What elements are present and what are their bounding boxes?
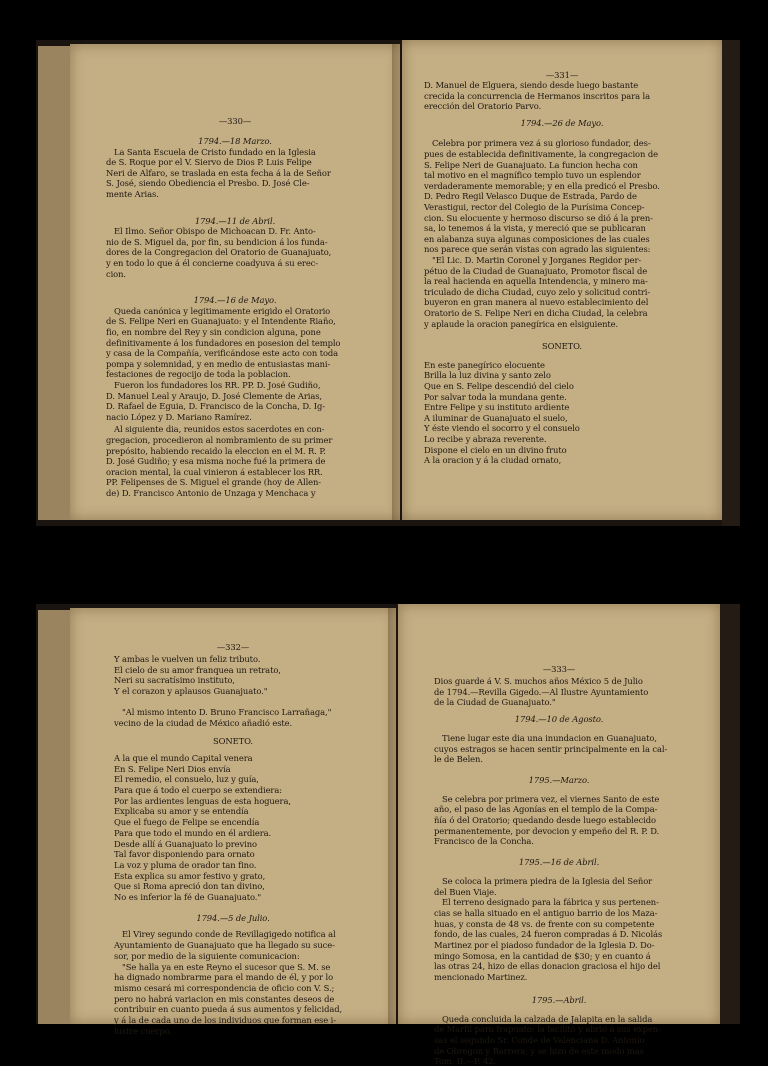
gutter-shadow-bottom — [388, 608, 398, 1024]
text-line: SONETO. — [542, 341, 582, 352]
text-line: verdaderamente memorable; y en ella predicó el Presbo. — [424, 180, 660, 191]
text-line: SONETO. — [213, 736, 253, 747]
page-number-333: —333— — [542, 664, 576, 674]
text-line: Para que todo el mundo en él ardiera. — [114, 827, 272, 838]
text-line: Oratorio de S. Felipe Neri en dicha Ciudad, la celebra — [424, 308, 648, 318]
text-line: El terreno designado para la fábrica y sus pertenen- — [442, 897, 659, 908]
text-line: y aplaude la oracion panegírica en elsiguiente. — [424, 318, 619, 329]
text-line: 1794.—5 de Julio. — [196, 912, 270, 923]
text-line: Celebra por primera vez á su glorioso fundador, des- — [432, 138, 651, 149]
text-line: En S. Felipe Neri Dios envía — [114, 763, 231, 774]
page-edges-left — [38, 46, 70, 520]
text-line: La voz y pluma de orador tan fino. — [114, 859, 257, 870]
text-line: mente Arias. — [106, 189, 159, 199]
text-line: Ayuntamiento de Guanajuato que ha llegado su suce- — [114, 940, 335, 951]
text-line: definitivamente á los fundadores en posesion del templo — [106, 337, 341, 348]
text-line: Que en S. Felipe descendió del cielo — [424, 381, 574, 391]
page-332 — [70, 608, 396, 1036]
text-line: pétuo de la Ciudad de Guanajuato, Promotor fiscal de — [424, 265, 648, 276]
top-book-spread — [36, 40, 740, 526]
text-line: A la oracion y á la ciudad ornato, — [424, 455, 562, 466]
text-line: permanentemente, por devocion y empeño del R. P. D. — [434, 825, 660, 836]
gutter-shadow — [392, 44, 402, 520]
text-line: fondo, de las cuales, 24 fueron compradas á D. Nicolás — [434, 929, 663, 940]
text-line: gregacion, procedieron al nombramiento de su primer — [106, 435, 333, 445]
text-line: Neri su sacratísimo instituto, — [114, 675, 235, 686]
page-331-body — [402, 40, 722, 520]
text-line: Tom. II.—P. 42. — [434, 1056, 496, 1066]
text-line: El Virey segundo conde de Revillagigedo notifica al — [122, 929, 336, 940]
text-line: Tiene lugar este dia una inundacion en Guanajuato, — [442, 732, 657, 743]
text-line: Tal favor disponiendo para ornato — [114, 849, 255, 860]
text-line: crecida la concurrencia de Hermanos inscritos para la — [424, 90, 651, 101]
text-line: festaciones de regocijo de toda la poblacion. — [106, 369, 291, 380]
text-line: las otras 24, hizo de ellas donacion graciosa el hijo del — [434, 961, 661, 972]
text-line: cion. Su elocuente y hermoso discurso se dió á la pren- — [424, 212, 653, 223]
text-line: En este panegírico elocuente — [424, 359, 545, 370]
page-edges-left-bottom — [38, 610, 70, 1024]
text-line: Se coloca la primera piedra de la Iglesia del Señor — [442, 875, 653, 886]
page-number-332: —332— — [216, 642, 250, 652]
text-line: A la que el mundo Capital venera — [114, 752, 253, 763]
text-line: de la Ciudad de Guanajuato." — [434, 697, 556, 708]
text-line: pues de establecida definitivamente, la congregacion de — [424, 149, 658, 159]
page-332-body — [70, 608, 396, 1036]
text-line: 1794.—10 de Agosto. — [514, 714, 604, 725]
text-line: mencionado Martinez. — [434, 972, 528, 983]
text-line: pompa y solemnidad, y en medio de entusiastas mani- — [106, 358, 331, 369]
text-line: 1794.—11 de Abril. — [194, 215, 276, 226]
text-line: Y éste viendo el socorro y el consuelo — [424, 423, 580, 434]
text-line: Lo recibe y abraza reverente. — [424, 434, 547, 444]
text-line: Dispone el cielo en un divino fruto — [424, 444, 567, 455]
text-line: Por salvar toda la mundana gente. — [424, 391, 567, 402]
text-line: Brilla la luz divina y santo zelo — [424, 370, 551, 381]
text-line: El remedio, el consuelo, luz y guía, — [114, 774, 259, 785]
text-line: ha dignado nombrarme para el mando de él, y por lo — [114, 972, 334, 983]
text-line: Desde allí á Guanajuato lo previno — [114, 838, 257, 849]
text-line: "Al mismo intento D. Bruno Francisco Larrañaga," — [122, 706, 332, 717]
text-line: de Marfil para Irapuato: la facilitó y abrió á sus expen- — [434, 1024, 661, 1035]
text-line: No es inferior la fé de Guanajuato." — [114, 892, 262, 902]
text-line: Por las ardientes lenguas de esta hoguera, — [114, 795, 291, 806]
text-line: Queda canónica y legitimamente erigido el Oratorio — [114, 305, 331, 316]
text-line: prepósito, habiendo recaido la eleccion en el M. R. P. — [106, 445, 326, 456]
page-330-body — [70, 44, 400, 520]
text-line: Fueron los fundadores los RR. PP. D. José Gudiño, — [114, 380, 321, 390]
text-line: D. José Gudiño; y esa misma noche fué la primera de — [106, 456, 326, 467]
text-line: dores de la Congregacion del Oratorio de Guanajuato, — [106, 247, 332, 258]
text-line: cias se halla situado en el antiguo barrio de los Maza- — [434, 907, 658, 918]
text-line: D. Manuel de Elguera, siendo desde luego bastante — [424, 80, 639, 90]
text-line: 1794.—18 Marzo. — [198, 136, 272, 146]
text-line: lustre cuerpo. — [114, 1025, 172, 1036]
text-line: Queda concluida la calzada de Jalapita en la salida — [442, 1013, 653, 1024]
text-line: de S. Roque por el V. Siervo de Dios P. Luis Felipe — [106, 157, 312, 168]
page-331 — [402, 40, 722, 520]
page-330 — [70, 44, 400, 520]
text-line: ñía ó del Oratorio; quedando desde luego establecido — [434, 815, 656, 825]
text-line: fio, en nombre del Rey y sin condicion alguna, pone — [106, 327, 321, 337]
text-line: le de Belen. — [434, 754, 483, 765]
text-line: PP. Felipenses de S. Miguel el grande (hoy de Allen- — [106, 477, 322, 488]
text-line: cuyos estragos se hacen sentir principalmente en la cal- — [434, 743, 668, 754]
text-line: sas el segundo Sr. Conde de Valenciana D. Antonio — [434, 1034, 645, 1045]
text-line: Francisco de la Concha. — [434, 836, 534, 847]
text-line: Entre Felipe y su instituto ardiente — [424, 402, 570, 413]
text-line: en alabanza suya algunas composiciones de las cuales — [424, 233, 650, 244]
text-line: año, el paso de las Agonías en el templo de la Compa- — [434, 804, 658, 815]
text-line: Que si Roma apreció don tan divino, — [114, 881, 265, 892]
text-line: mingo Somosa, en la cantidad de $30; y en cuanto á — [434, 950, 651, 961]
text-line: Neri de Alfaro, se traslada en esta fecha á la de Señor — [106, 167, 331, 178]
text-line: El cielo de su amor franquea un retrato, — [114, 664, 281, 675]
text-line: 1795.—Marzo. — [528, 774, 590, 785]
page-333 — [398, 604, 720, 1066]
text-line: del Buen Viaje. — [434, 886, 497, 897]
text-line: triculado de dicha Ciudad, cuyo zelo y solicitud contri- — [424, 286, 651, 297]
text-line: oracion mental, la cual vinieron á establecer los RR. — [106, 466, 323, 477]
text-line: Que el fuego de Felipe se encendía — [114, 817, 260, 828]
text-line: Y el corazon y aplausos Guanajuato." — [114, 686, 268, 697]
text-line: nos parece que serán vistas con agrado las siguientes: — [424, 244, 651, 255]
text-line: Al siguiente dia, reunidos estos sacerdotes en con- — [114, 424, 325, 435]
text-line: de) D. Francisco Antonio de Unzaga y Menchaca y — [106, 488, 316, 498]
text-line: contribuir en cuanto pueda á sus aumentos y felicidad, — [114, 1004, 343, 1015]
text-line: Se celebra por primera vez, el viernes Santo de este — [442, 793, 660, 804]
text-line: Verastigui, rector del Colegio de la Purísima Concep- — [424, 202, 645, 212]
text-line: nacio López y D. Mariano Ramírez. — [106, 411, 252, 422]
text-line: D. Manuel Leal y Araujo, D. José Clemente de Arias, — [106, 390, 322, 401]
text-line: D. Pedro Regil Velasco Duque de Estrada, Pardo de — [424, 191, 637, 202]
text-line: sor, por medio de la siguiente comunicacion: — [114, 950, 300, 961]
book-cover-edge-right — [722, 40, 740, 526]
text-line: de Obregon y Barrera; y se hizo de este modo mas — [434, 1045, 644, 1056]
bottom-book-spread — [36, 604, 740, 1066]
text-line: A iluminar de Guanajuato el suelo, — [424, 412, 568, 423]
text-line: El Ilmo. Señor Obispo de Michoacan D. Fr. Anto- — [114, 226, 316, 237]
text-line: Explicaba su amor y se entendía — [114, 806, 249, 817]
text-line: Y ambas le vuelven un feliz tributo. — [114, 654, 261, 664]
text-line: S. José, siendo Obediencia el Presbo. D. José Cle- — [106, 178, 310, 189]
text-line: Esta explica su amor festivo y grato, — [114, 870, 266, 881]
text-line: erección del Oratorio Parvo. — [424, 101, 542, 112]
text-line: Dios guarde á V. S. muchos años México 5 de Julio — [434, 676, 643, 686]
text-line: buyeron en gran manera al nuevo establecimiento del — [424, 297, 649, 308]
text-line: nio de S. Miguel da, por fin, su bendicion á los funda- — [106, 236, 328, 247]
book-cover-edge-right-bottom — [720, 604, 740, 1024]
page-333-body — [398, 604, 720, 1066]
text-line: y á la de cada uno de los individuos que forman ese i- — [114, 1015, 336, 1025]
text-line: 1795.—16 de Abril. — [518, 857, 600, 868]
text-line: S. Felipe Neri de Guanajuato. La funcion hecha con — [424, 159, 638, 170]
text-line: Martinez por el piadoso fundador de la Iglesia D. Do- — [434, 940, 655, 950]
text-line: de S. Felipe Neri en Guanajuato: y el Intendente Riaño, — [106, 316, 336, 327]
text-line: la real hacienda en aquella Intendencia, y minero ma- — [424, 276, 648, 287]
text-line: D. Rafael de Eguia, D. Francisco de la Concha, D. Ig- — [106, 401, 325, 412]
text-line: tal motivo en el magnífico templo tuvo un esplendor — [424, 170, 641, 181]
text-line: y casa de la Compañía, verificándose este acto con toda — [106, 348, 339, 359]
text-line: vecino de la ciudad de México añadió este. — [114, 717, 293, 728]
text-line: pero no habrá variacion en mis constantes deseos de — [114, 993, 335, 1004]
text-line: "El Lic. D. Martin Coronel y Jorganes Regidor per- — [432, 255, 642, 265]
text-line: "Se halla ya en este Reyno el sucesor que S. M. se — [122, 961, 331, 972]
page-number-330: —330— — [218, 116, 252, 126]
text-line: La Santa Escuela de Cristo fundado en la Iglesia — [114, 146, 316, 157]
text-line: y en todo lo que á él concierne coadyuva á su erec- — [106, 258, 319, 268]
text-line: cion. — [106, 268, 126, 279]
text-line: de 1794.—Revilla Gigedo.—Al Ilustre Ayuntamiento — [434, 686, 649, 697]
page-number-331: —331— — [545, 70, 579, 80]
text-line: Para que á todo el cuerpo se extendiera: — [114, 785, 282, 795]
text-line: 1795.—Abril. — [531, 994, 587, 1005]
text-line: huas, y consta de 48 vs. de frente con su competente — [434, 918, 655, 929]
text-line: 1794.—26 de Mayo. — [520, 117, 604, 128]
text-line: 1794.—16 de Mayo. — [193, 295, 277, 306]
text-line: sa, lo tenemos á la vista, y mereció que se publicaran — [424, 223, 646, 234]
text-line: mismo cesará mi correspondencia de oficio con V. S.; — [114, 982, 335, 993]
